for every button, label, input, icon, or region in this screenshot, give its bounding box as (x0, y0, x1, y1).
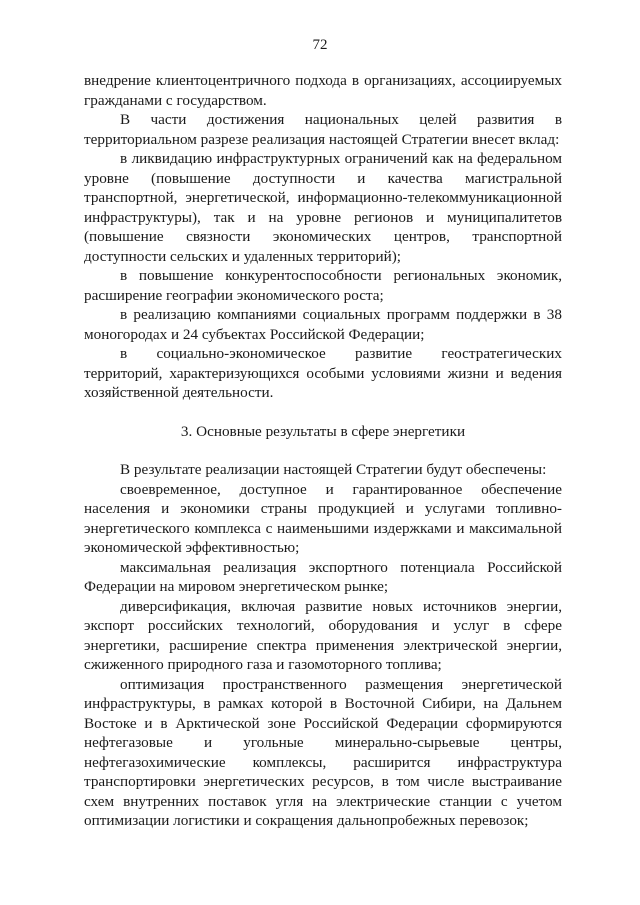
paragraph: В результате реализации настоящей Стратегии будут обеспечены: (120, 461, 547, 478)
paragraph: диверсификация, включая развитие новых источников энергии, экспорт российских технологий, оборудования и услуг в сфере энергетики, расширение спектра применения электрической энергии, сжиженного природного газа и газомоторного топлива; (84, 597, 562, 673)
paragraph: максимальная реализация экспортного потенциала Российской Федерации на мировом энергетическом рынке; (84, 558, 562, 595)
spacer (84, 403, 562, 422)
paragraph: оптимизация пространственного размещения энергетической инфраструктуры, в рамках которой в Восточной Сибири, на Дальнем Востоке и в Арктической зоне Российской Федерации сформируются нефтегазовые и угольные минерально-сырьевые центры, нефтегазохимические комплексы, расширится инфраструктура транспортировки энергетических ресурсов, в том числе выстраивание схем внутренних поставок угля на электрические станции с учетом оптимизации логистики и сокращения дальнопробежных перевозок; (84, 675, 562, 829)
paragraph: В части достижения национальных целей развития в территориальном разрезе реализация настоящей Стратегии внесет вклад: (84, 111, 562, 148)
spacer (84, 441, 562, 460)
document-body (84, 71, 562, 831)
section-heading: 3. Основные результаты в сфере энергетики (180, 422, 466, 440)
paragraph: в повышение конкурентоспособности региональных экономик, расширение географии экономического роста; (84, 267, 562, 304)
paragraph: внедрение клиентоцентричного подхода в организациях, ассоциируемых гражданами с государством. (84, 72, 562, 109)
page-number: 72 (312, 37, 328, 53)
paragraph: в реализацию компаниями социальных программ поддержки в 38 моногородах и 24 субъектах Российской Федерации; (84, 306, 562, 343)
paragraph: в социально-экономическое развитие геостратегических территорий, характеризующихся особыми условиями жизни и ведения хозяйственной деятельности. (84, 345, 562, 401)
paragraph: своевременное, доступное и гарантированное обеспечение населения и экономики страны продукцией и услугами топливно-энергетического комплекса с наименьшими издержками и максимальной экономической эффективностью; (84, 480, 562, 556)
paragraph: в ликвидацию инфраструктурных ограничений как на федеральном уровне (повышение доступности и качества магистральной транспортной, энергетической, информационно-телекоммуникационной инфраструктуры), так и на уровне регионов и муниципалитетов (повышение связности экономических центров, транспортной доступности сельских и удаленных территорий); (84, 150, 562, 265)
